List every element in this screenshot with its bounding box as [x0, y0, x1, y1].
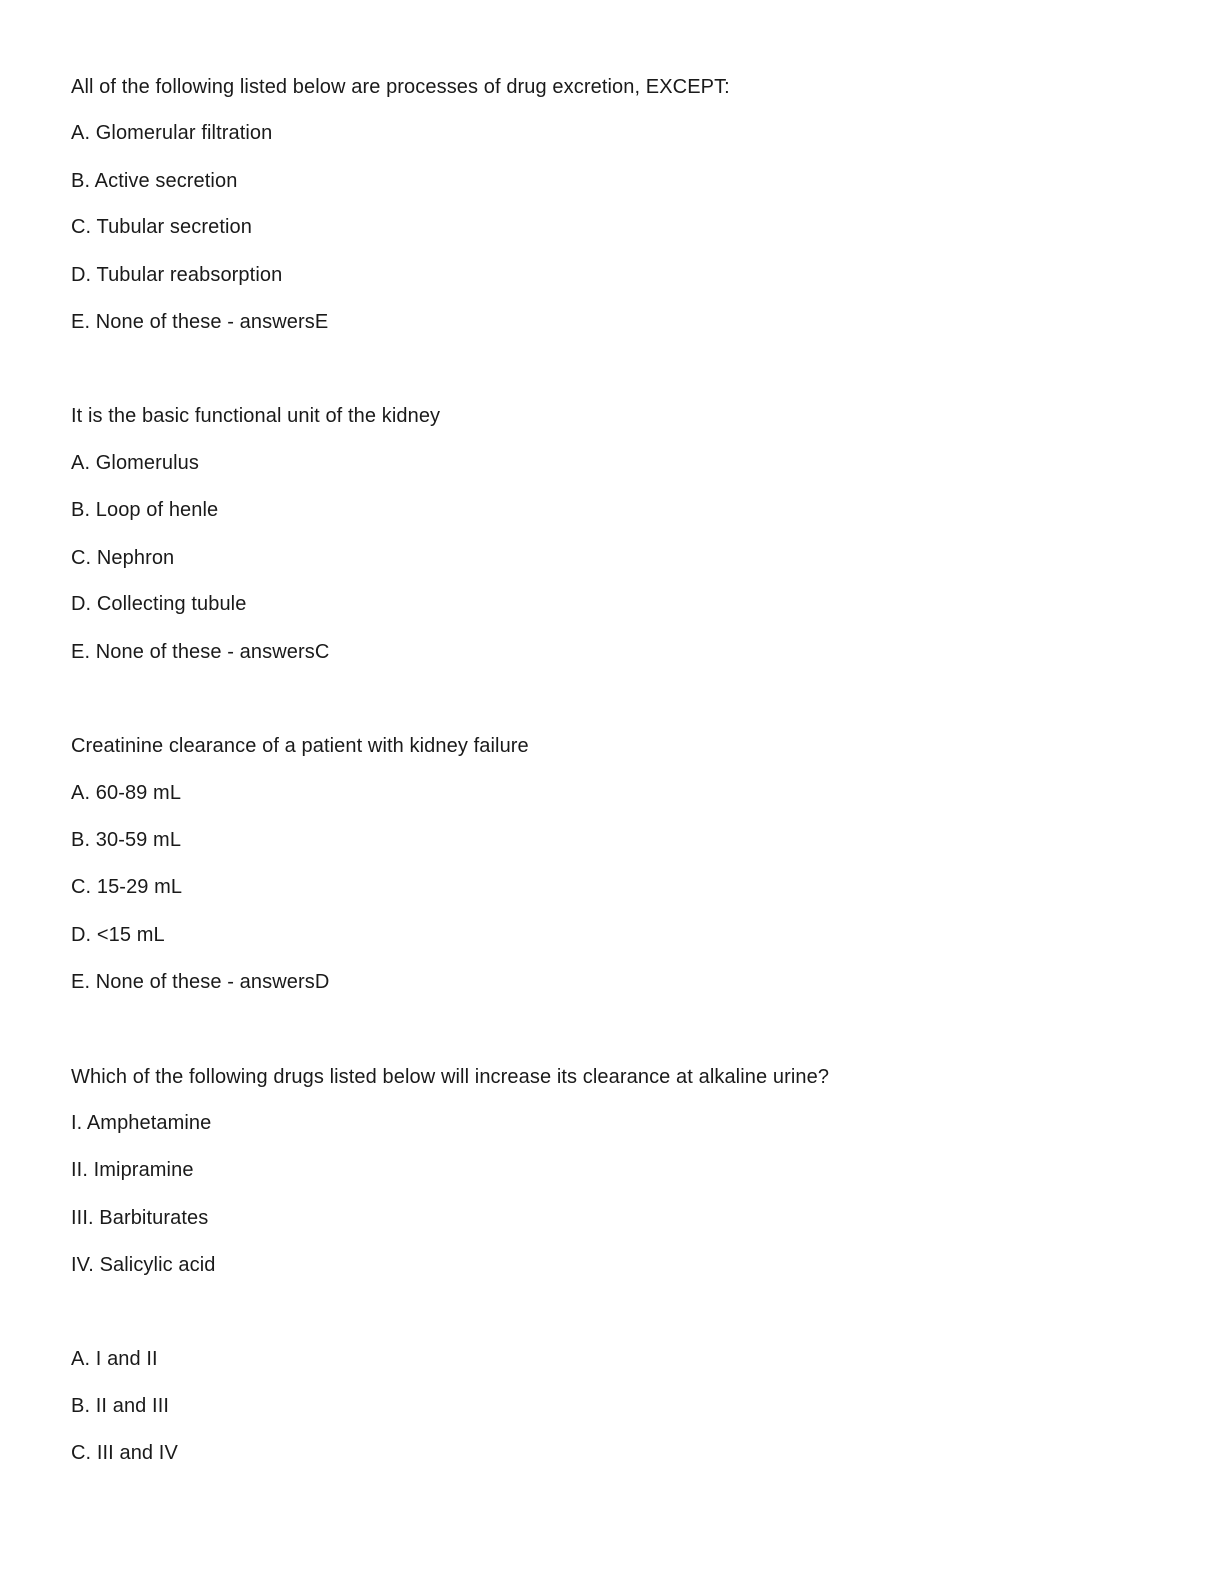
question-2-option-b: B. Loop of henle [71, 499, 219, 521]
question-2-option-c: C. Nephron [71, 547, 175, 569]
question-1-option-c: C. Tubular secretion [71, 216, 252, 238]
question-1-option-b: B. Active secretion [71, 170, 238, 192]
question-1-option-d: D. Tubular reabsorption [71, 264, 283, 286]
question-3-option-d: D. <15 mL [71, 924, 165, 946]
question-3-option-a: A. 60-89 mL [71, 782, 182, 804]
question-4-option-c: C. III and IV [71, 1442, 178, 1464]
question-4-item-4: IV. Salicylic acid [71, 1254, 216, 1276]
question-3-stem: Creatinine clearance of a patient with kidney failure [71, 735, 529, 757]
question-3-option-b: B. 30-59 mL [71, 829, 182, 851]
question-2-option-d: D. Collecting tubule [71, 593, 247, 615]
question-4-item-1: I. Amphetamine [71, 1112, 212, 1134]
question-3-option-c: C. 15-29 mL [71, 876, 183, 898]
question-4-stem: Which of the following drugs listed below will increase its clearance at alkaline urine? [71, 1066, 830, 1088]
question-4-item-3: III. Barbiturates [71, 1207, 209, 1229]
question-4-option-a: A. I and II [71, 1348, 158, 1370]
question-4-item-2: II. Imipramine [71, 1159, 194, 1181]
question-1-stem: All of the following listed below are processes of drug excretion, EXCEPT: [71, 76, 730, 98]
question-1-option-e: E. None of these - answersE [71, 311, 329, 333]
question-3-option-e: E. None of these - answersD [71, 971, 330, 993]
question-2-option-a: A. Glomerulus [71, 452, 200, 474]
question-2-stem: It is the basic functional unit of the kidney [71, 405, 441, 427]
question-2-option-e: E. None of these - answersC [71, 641, 330, 663]
question-1-option-a: A. Glomerular filtration [71, 122, 273, 144]
question-4-option-b: B. II and III [71, 1395, 170, 1417]
